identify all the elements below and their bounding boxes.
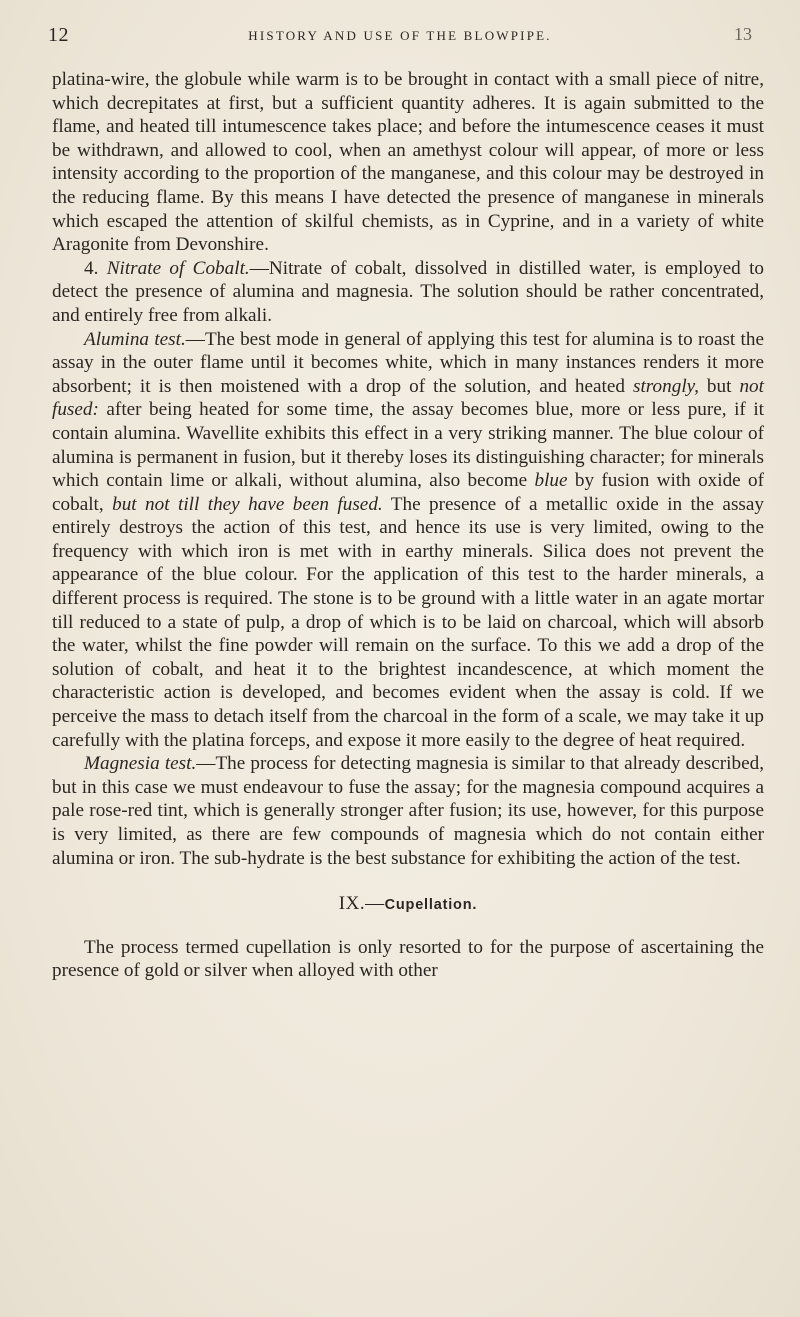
alumina-emphasis-c: blue	[534, 470, 568, 492]
corner-mark: 13	[734, 24, 752, 44]
section-numeral: IX.	[338, 893, 366, 915]
paragraph-magnesia-test	[52, 752, 764, 870]
paragraph-nitrate-of-cobalt	[52, 257, 764, 328]
section-heading-cupellation	[52, 892, 764, 918]
item-text: —Nitrate of cobalt, dissolved in distilled water, is employed to detect the presence of alumina and magnesia. The solution should be rather concentrated, and entirely free from alkali.	[52, 257, 764, 326]
item-number: 4.	[84, 257, 107, 279]
section-dash: —	[365, 893, 385, 915]
magnesia-text: —The process for detecting magnesia is similar to that already described, but in this case we must endeavour to fuse the assay; for the magnesia compound acquires a pale rose-red tint, which is generally stronger after fusion; its use, however, for this purpose is very limited, as there are few compounds of magnesia which do not contain either alumina or iron. The sub-hydrate is the best substance for exhibiting the action of the test.	[52, 753, 764, 869]
alumina-text-c: after being heated for some time, the assay becomes blue, more or less pure, if it contain alumina. Wavellite exhibits this effect in a very striking manner. The blue colour of alumina is permanent in fusion, but it thereby loses its distinguishing character; for minerals which contain lime or alkali, without alumina, also become	[52, 399, 764, 492]
paragraph-manganese: platina-wire, the globule while warm is to be brought in contact with a small piece of nitre, which decrepitates at first, but a sufficient quantity adheres. It is again submitted to the flame, and heated till intumescence takes place; and before the intumescence ceases it must be withdrawn, and allowed to cool, when an amethyst colour will appear, of more or less intensity according to the proportion of the manganese, and this colour may be destroyed in the reducing flame. By this means I have detected the presence of manganese in minerals which escaped the attention of skilful chemists, as in Cyprine, and in a variety of white Aragonite from Devonshire.	[52, 69, 764, 256]
alumina-text-d: by fusion with oxide of cobalt,	[52, 470, 764, 515]
paragraph-alumina-test	[52, 328, 764, 753]
alumina-text-e: The presence of a metallic oxide in the assay entirely destroys the action of this test, and hence its use is very limited, owing to the frequency with which iron is met with in earthy minerals. Silica does not prevent the appearance of the blue colour. For the application of this test to the harder minerals, a different process is required. The stone is to be ground with a little water in an agate mortar till reduced to a state of pulp, a drop of which is to be laid on charcoal, which will absorb the water, whilst the fine powder will remain on the surface. To this we add a drop of the solution of cobalt, and heat it to the brightest incandescence, at which moment the characteristic action is developed, and becomes evident when the assay is cold. If we perceive the mass to detach itself from the charcoal in the form of a scale, we may take it up carefully with the platina forceps, and expose it more easily to the degree of heat required.	[52, 493, 764, 751]
section-title: Cupellation.	[384, 897, 478, 914]
alumina-emphasis-a: strongly,	[633, 375, 699, 397]
paragraph-cupellation: The process termed cupellation is only resorted to for the purpose of ascertaining the presence of gold or silver when alloyed with other	[52, 936, 764, 982]
item-title: Nitrate of Cobalt.	[106, 257, 250, 279]
body-text	[52, 68, 764, 983]
alumina-emphasis-d: but not till they have been fused.	[112, 493, 383, 515]
page-number: 12	[48, 24, 69, 46]
alumina-emphasis-b: not fused:	[52, 375, 764, 421]
alumina-title: Alumina test.	[84, 328, 186, 350]
running-head	[48, 24, 752, 48]
running-title: HISTORY AND USE OF THE BLOWPIPE.	[248, 28, 552, 43]
alumina-text-b: but	[698, 375, 740, 397]
alumina-text-a: —The best mode in general of applying this test for alumina is to roast the assay in the outer flame until it becomes white, which in many instances renders it more absorbent; it is then moistened with a drop of the solution, and heated	[52, 328, 764, 397]
magnesia-title: Magnesia test.	[84, 753, 197, 775]
